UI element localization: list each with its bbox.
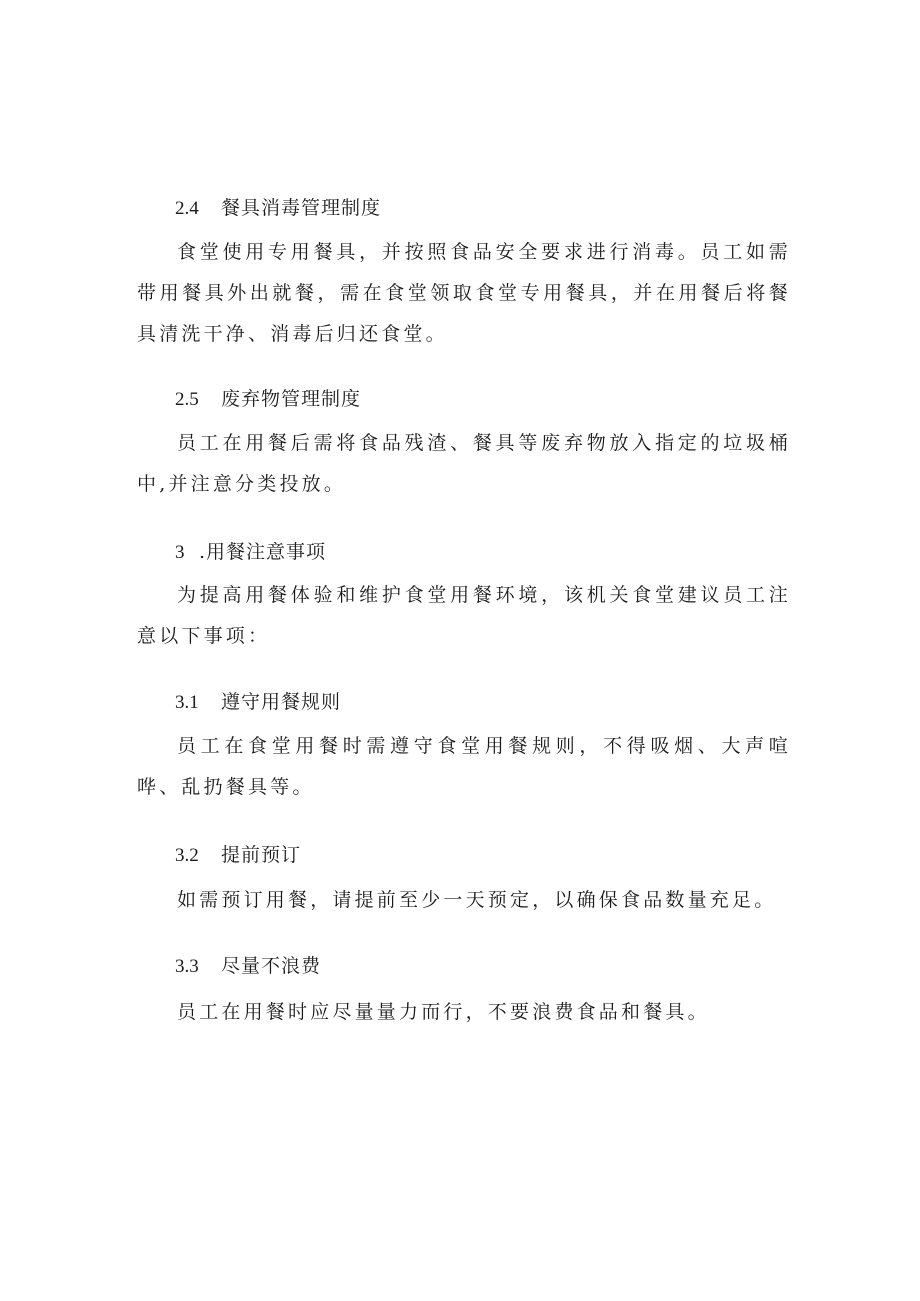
paragraph-dining-notes-intro: 为提高用餐体验和维护食堂用餐环境，该机关食堂建议员工注意以下事项： (137, 584, 791, 647)
section-title: .用餐注意事项 (199, 541, 327, 563)
section-heading-3-2 (175, 843, 301, 868)
paragraph-tableware-disinfection: 食堂使用专用餐具，并按照食品安全要求进行消毒。员工如需带用餐具外出就餐，需在食堂领取食堂专用餐具，并在用餐后将餐具清洗干净、消毒后归还食堂。 (137, 241, 791, 345)
section-number: 3 (175, 542, 185, 563)
section-heading-2-4 (175, 196, 381, 221)
section-number: 3.2 (175, 845, 199, 866)
section-heading-3 (175, 540, 326, 565)
section-heading-3-3 (175, 954, 321, 979)
section-number: 2.5 (175, 389, 199, 410)
section-number: 3.3 (175, 956, 199, 977)
section-title: 尽量不浪费 (221, 955, 322, 977)
paragraph-waste-management: 员工在用餐后需将食品残渣、餐具等废弃物放入指定的垃圾桶中,并注意分类投放。 (137, 432, 791, 495)
paragraph-dining-rules: 员工在食堂用餐时需遵守食堂用餐规则，不得吸烟、大声喧哗、乱扔餐具等。 (137, 735, 791, 798)
section-title: 废弃物管理制度 (221, 388, 362, 410)
section-heading-3-1 (175, 690, 341, 715)
section-heading-2-5 (175, 387, 361, 412)
section-number: 2.4 (175, 198, 199, 219)
paragraph-advance-booking: 如需预订用餐，请提前至少一天预定，以确保食品数量充足。 (177, 889, 777, 911)
section-title: 遵守用餐规则 (221, 691, 342, 713)
section-title: 餐具消毒管理制度 (221, 197, 382, 219)
section-number: 3.1 (175, 692, 199, 713)
section-title: 提前预订 (221, 844, 302, 866)
paragraph-avoid-waste: 员工在用餐时应尽量量力而行，不要浪费食品和餐具。 (177, 1001, 710, 1023)
